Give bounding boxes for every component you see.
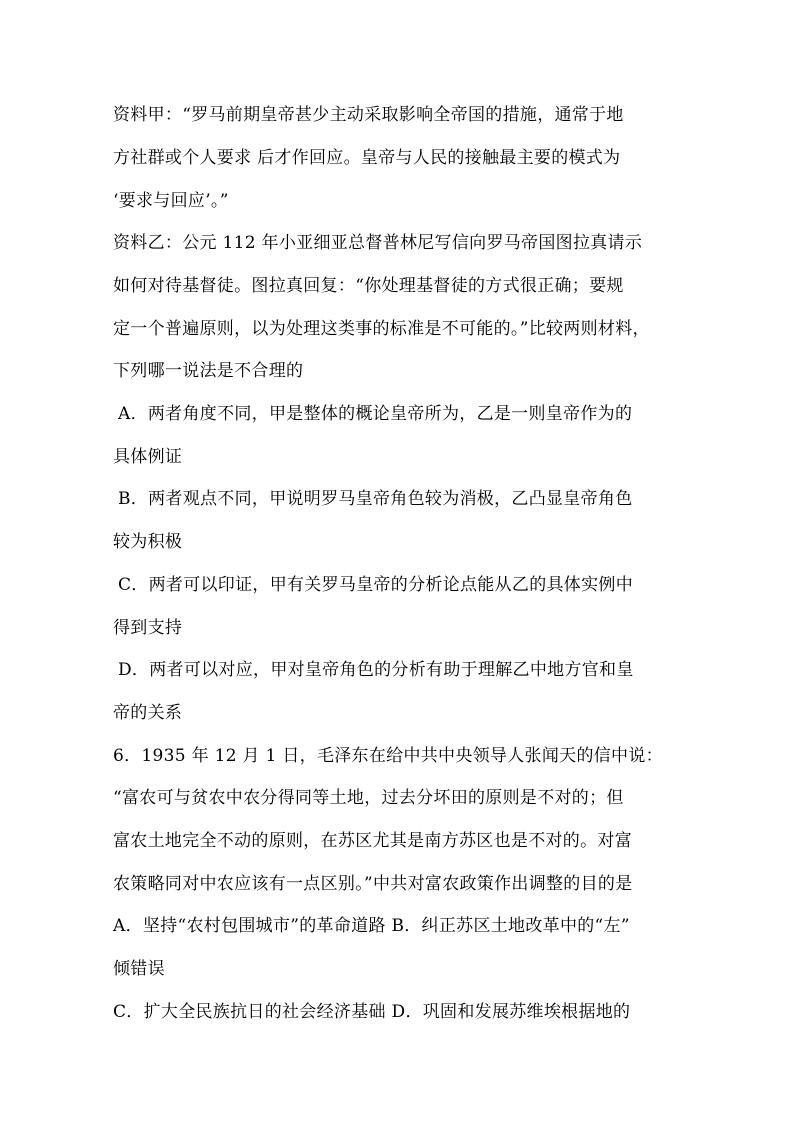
option-d-line-2: 帝的关系 — [113, 703, 183, 723]
option-c-line-2: 得到支持 — [113, 618, 183, 638]
question-6-line-3: 富农土地完全不动的原则，在苏区尤其是南方苏区也是不对的。对富 — [113, 831, 632, 851]
option-b-line-2: 较为积极 — [113, 532, 183, 552]
material-b-line-1: 资料乙：公元 112 年小亚细亚总督普林尼写信向罗马帝国图拉真请示 — [113, 233, 643, 253]
material-b-line-2: 如何对待基督徒。图拉真回复：“你处理基督徒的方式很正确；要规 — [113, 276, 624, 296]
option-c-line-1: C．两者可以印证，甲有关罗马皇帝的分析论点能从乙的具体实例中 — [118, 575, 634, 595]
question-6-line-2: “富农可与贫农中农分得同等土地，过去分坏田的原则是不对的；但 — [113, 788, 624, 808]
option-b-line-1: B．两者观点不同，甲说明罗马皇帝角色较为消极，乙凸显皇帝角色 — [118, 489, 633, 509]
material-b-line-3: 定一个普遍原则，以为处理这类事的标准是不可能的。”比较两则材料， — [113, 319, 650, 339]
material-a-line-1: 资料甲：“罗马前期皇帝甚少主动采取影响全帝国的措施，通常于地 — [113, 105, 624, 125]
question-6-line-4: 农策略同对中农应该有一点区别。”中共对富农政策作出调整的目的是 — [113, 874, 633, 894]
question-6-line-6: 倾错误 — [113, 959, 165, 979]
material-a-line-2: 方社群或个人要求 后才作回应。皇帝与人民的接触最主要的模式为 — [113, 148, 621, 168]
question-6-line-7: C．扩大全民族抗日的社会经济基础 D．巩固和发展苏维埃根据地的 — [113, 1002, 631, 1022]
option-d-line-1: D．两者可以对应，甲对皇帝角色的分析有助于理解乙中地方官和皇 — [118, 660, 634, 680]
material-b-line-4: 下列哪一说法是不合理的 — [113, 361, 304, 381]
material-a-line-3: ‘要求与回应’。” — [113, 191, 229, 211]
option-a-line-2: 具体例证 — [113, 447, 183, 467]
question-6-line-1: 6．1935 年 12 月 1 日，毛泽东在给中共中央领导人张闻天的信中说： — [113, 746, 663, 766]
option-a-line-1: A．两者角度不同，甲是整体的概论皇帝所为，乙是一则皇帝作为的 — [118, 404, 633, 424]
question-6-line-5: A．坚持“农村包围城市”的革命道路 B．纠正苏区土地改革中的“左” — [113, 916, 630, 936]
